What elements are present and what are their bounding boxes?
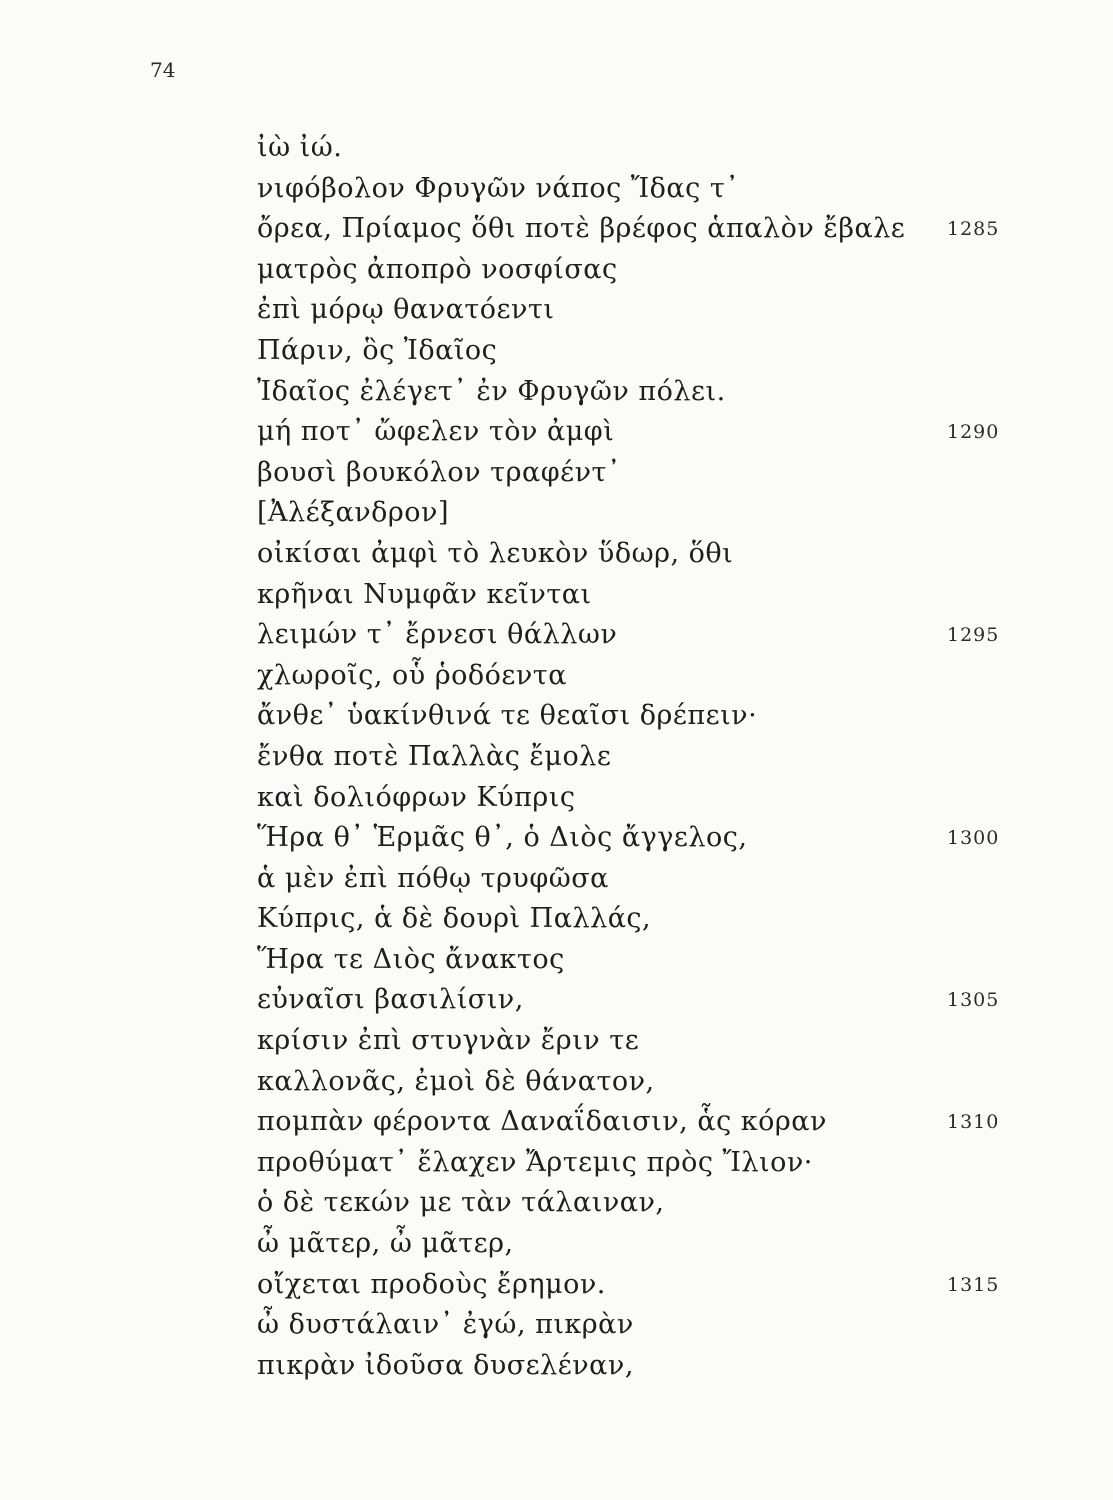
verse-line bbox=[257, 1183, 1077, 1224]
verse-text: ὄρεα, Πρίαμος ὅθι ποτὲ βρέφος ἁπαλὸν ἔβαλε bbox=[257, 213, 906, 245]
verse-line bbox=[257, 575, 1077, 616]
verse-text: προθύματ᾽ ἔλαχεν Ἄρτεμις πρὸς Ἴλιον· bbox=[257, 1146, 813, 1178]
verse-text: ὦ δυστάλαιν᾽ ἐγώ, πικρὰν bbox=[257, 1309, 634, 1341]
verse-text: ἔνθα ποτὲ Παλλὰς ἔμολε bbox=[257, 740, 612, 772]
verse-line bbox=[257, 493, 1077, 534]
verse-line bbox=[257, 1021, 1077, 1062]
verse-line bbox=[257, 1143, 1077, 1184]
verse-line bbox=[257, 412, 1077, 453]
verse-line bbox=[257, 534, 1077, 575]
verse-text: πομπὰν φέροντα Δαναΐδαισιν, ἇς κόραν bbox=[257, 1106, 827, 1138]
verse-line bbox=[257, 128, 1077, 169]
verse-line bbox=[257, 169, 1077, 210]
verse-line bbox=[257, 1062, 1077, 1103]
verse-text: ἰὼ ἰώ. bbox=[257, 132, 343, 163]
verse-text: μή ποτ᾽ ὤφελεν τὸν ἀμφὶ bbox=[257, 416, 615, 448]
line-number: 1305 bbox=[947, 989, 1000, 1012]
verse-line bbox=[257, 372, 1077, 413]
verse-line bbox=[257, 940, 1077, 981]
verse-text: Πάριν, ὃς Ἰδαῖος bbox=[257, 334, 498, 366]
verse-line bbox=[257, 209, 1077, 250]
page-number: 74 bbox=[150, 58, 176, 82]
verse-text: ἐπὶ μόρῳ θανατόεντι bbox=[257, 294, 555, 326]
verse-text: καλλονᾶς, ἐμοὶ δὲ θάνατον, bbox=[257, 1065, 655, 1097]
verse-text: εὐναῖσι βασιλίσιν, bbox=[257, 984, 524, 1016]
verse-line bbox=[257, 696, 1077, 737]
verse-line bbox=[257, 250, 1077, 291]
line-number: 1300 bbox=[947, 827, 1000, 850]
verse-text: πικρὰν ἰδοῦσα δυσελέναν, bbox=[257, 1349, 634, 1381]
verse-line bbox=[257, 1265, 1077, 1306]
verse-text: οἴχεται προδοὺς ἔρημον. bbox=[257, 1268, 606, 1300]
verse-text: νιφόβολον Φρυγῶν νάπος Ἴδας τ᾽ bbox=[257, 172, 740, 204]
line-number: 1285 bbox=[947, 218, 1000, 241]
line-number: 1295 bbox=[947, 624, 1000, 647]
verse-line bbox=[257, 818, 1077, 859]
verse-text: κρῆναι Νυμφᾶν κεῖνται bbox=[257, 578, 592, 610]
verse-line bbox=[257, 1102, 1077, 1143]
verse-text: ὁ δὲ τεκών με τὰν τάλαιναν, bbox=[257, 1187, 665, 1219]
verse-text: ἄνθε᾽ ὑακίνθινά τε θεαῖσι δρέπειν· bbox=[257, 700, 758, 732]
verse-line bbox=[257, 980, 1077, 1021]
verse-text: [Ἀλέξανδρον] bbox=[257, 497, 449, 529]
verse-text: ματρὸς ἀποπρὸ νοσφίσας bbox=[257, 253, 618, 285]
verse-text: Ἰδαῖος ἐλέγετ᾽ ἐν Φρυγῶν πόλει. bbox=[257, 375, 726, 407]
verse-text: Κύπρις, ἁ δὲ δουρὶ Παλλάς, bbox=[257, 903, 652, 935]
verse-line bbox=[257, 331, 1077, 372]
line-number: 1290 bbox=[947, 421, 1000, 444]
verse-text: χλωροῖς, οὗ ῥοδόεντα bbox=[257, 659, 567, 691]
verse-text: ὦ μᾶτερ, ὦ μᾶτερ, bbox=[257, 1228, 514, 1260]
verse-text: Ἥρα θ᾽ Ἑρμᾶς θ᾽, ὁ Διὸς ἄγγελος, bbox=[257, 822, 748, 854]
verse-text: καὶ δολιόφρων Κύπρις bbox=[257, 781, 576, 813]
verse-text: ἁ μὲν ἐπὶ πόθῳ τρυφῶσα bbox=[257, 862, 609, 894]
verse-text: Ἥρα τε Διὸς ἄνακτος bbox=[257, 943, 565, 975]
verse-line bbox=[257, 859, 1077, 900]
line-number: 1315 bbox=[947, 1273, 1000, 1296]
verse-text: κρίσιν ἐπὶ στυγνὰν ἔριν τε bbox=[257, 1025, 640, 1057]
verse-line bbox=[257, 1224, 1077, 1265]
line-number: 1310 bbox=[947, 1111, 1000, 1134]
verse-text: οἰκίσαι ἀμφὶ τὸ λευκὸν ὕδωρ, ὅθι bbox=[257, 537, 734, 569]
verse-text: βουσὶ βουκόλον τραφέντ᾽ bbox=[257, 456, 621, 488]
verse-text: λειμών τ᾽ ἔρνεσι θάλλων bbox=[257, 619, 618, 651]
verse-line bbox=[257, 737, 1077, 778]
verse-line bbox=[257, 1346, 1077, 1387]
verse-line bbox=[257, 615, 1077, 656]
verse-block bbox=[257, 128, 1077, 1386]
verse-line bbox=[257, 290, 1077, 331]
verse-line bbox=[257, 656, 1077, 697]
verse-line bbox=[257, 453, 1077, 494]
verse-line bbox=[257, 778, 1077, 819]
verse-line bbox=[257, 899, 1077, 940]
verse-line bbox=[257, 1305, 1077, 1346]
